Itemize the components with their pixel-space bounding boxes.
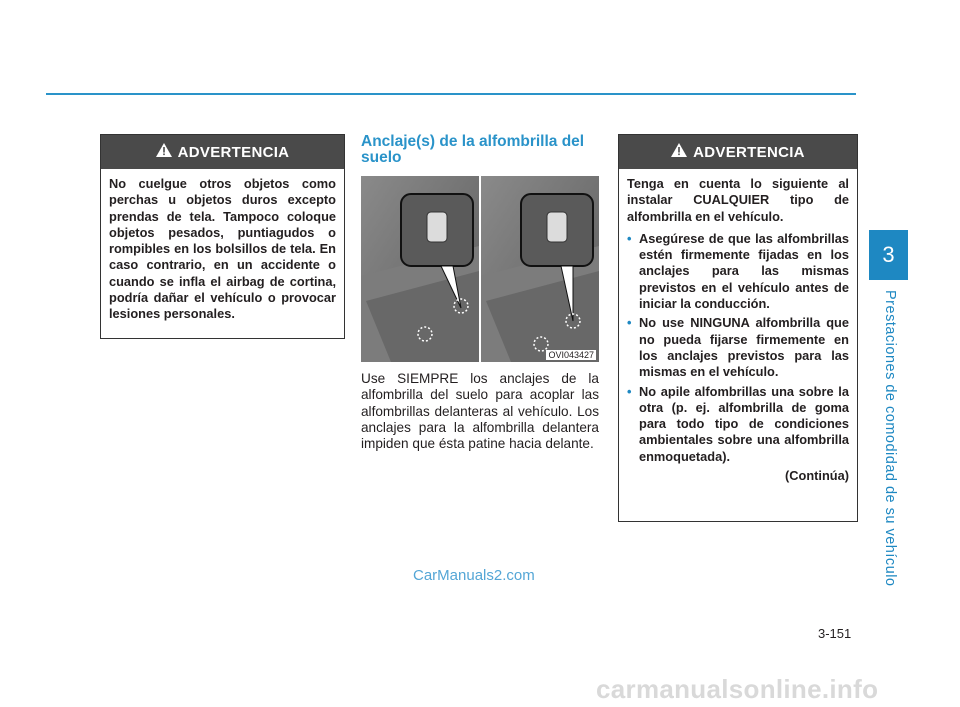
section-tab	[869, 230, 908, 280]
subsection-body: Use SIEMPRE los anclajes de la alfombrilla del suelo para acoplar las alfombrillas delanteras al vehículo. Los anclajes para la alfombrilla delantera impiden que ésta patine hacia delante.	[361, 371, 599, 452]
warning-bullet-list	[627, 231, 849, 465]
warning-box-left	[100, 134, 345, 339]
bullet-item: • No use NINGUNA alfombrilla que no pueda fijarse firmemente en los anclajes previstos para las mismas en el vehículo.	[627, 315, 849, 380]
warning-triangle-icon	[156, 143, 172, 161]
warning-header	[619, 135, 857, 169]
image-id-label: OVI043427	[548, 350, 594, 360]
footer-watermark: carmanualsonline.info	[596, 674, 879, 704]
warning-text: No cuelgue otros objetos como perchas u objetos duros excepto prendas de tela. Tampoco coloque objetos pesados, puntiagudos o rompibles en los bolsillos de tela. En caso contrario, en un accidente o cuando se infla el airbag de cortina, podría dañar el vehículo o provocar lesiones personales.	[109, 176, 336, 322]
subsection-title: Anclaje(s) de la alfombrilla del suelo	[361, 133, 585, 166]
site-watermark: CarManuals2.com	[413, 567, 535, 584]
page-number: 3-151	[818, 626, 852, 641]
section-title: Prestaciones de comodidad de su vehículo	[882, 290, 898, 587]
warning-content	[619, 169, 857, 492]
top-rule	[46, 93, 856, 95]
warning-heading: ADVERTENCIA	[693, 143, 805, 161]
warning-box-right	[618, 134, 858, 522]
section-number: 3	[882, 242, 895, 267]
warning-heading: ADVERTENCIA	[177, 143, 290, 161]
floor-mat-anchor-photo	[361, 176, 599, 362]
section-title-vertical	[870, 290, 910, 587]
warning-header	[101, 135, 344, 169]
bullet-item: • No apile alfombrillas una sobre la otra (p. ej. alfombrilla de goma para todo tipo de condiciones ambientales sobre una alfombrilla enmoquetada).	[627, 384, 849, 465]
continues-label: (Continúa)	[785, 468, 849, 484]
warning-intro: Tenga en cuenta lo siguiente al instalar CUALQUIER tipo de alfombrilla en el vehículo.	[627, 176, 849, 224]
warning-triangle-icon	[671, 143, 687, 161]
bullet-item: • Asegúrese de que las alfombrillas estén firmemente fijadas en los anclajes para las mismas previstos en el vehículo antes de iniciar la conducción.	[627, 231, 849, 312]
